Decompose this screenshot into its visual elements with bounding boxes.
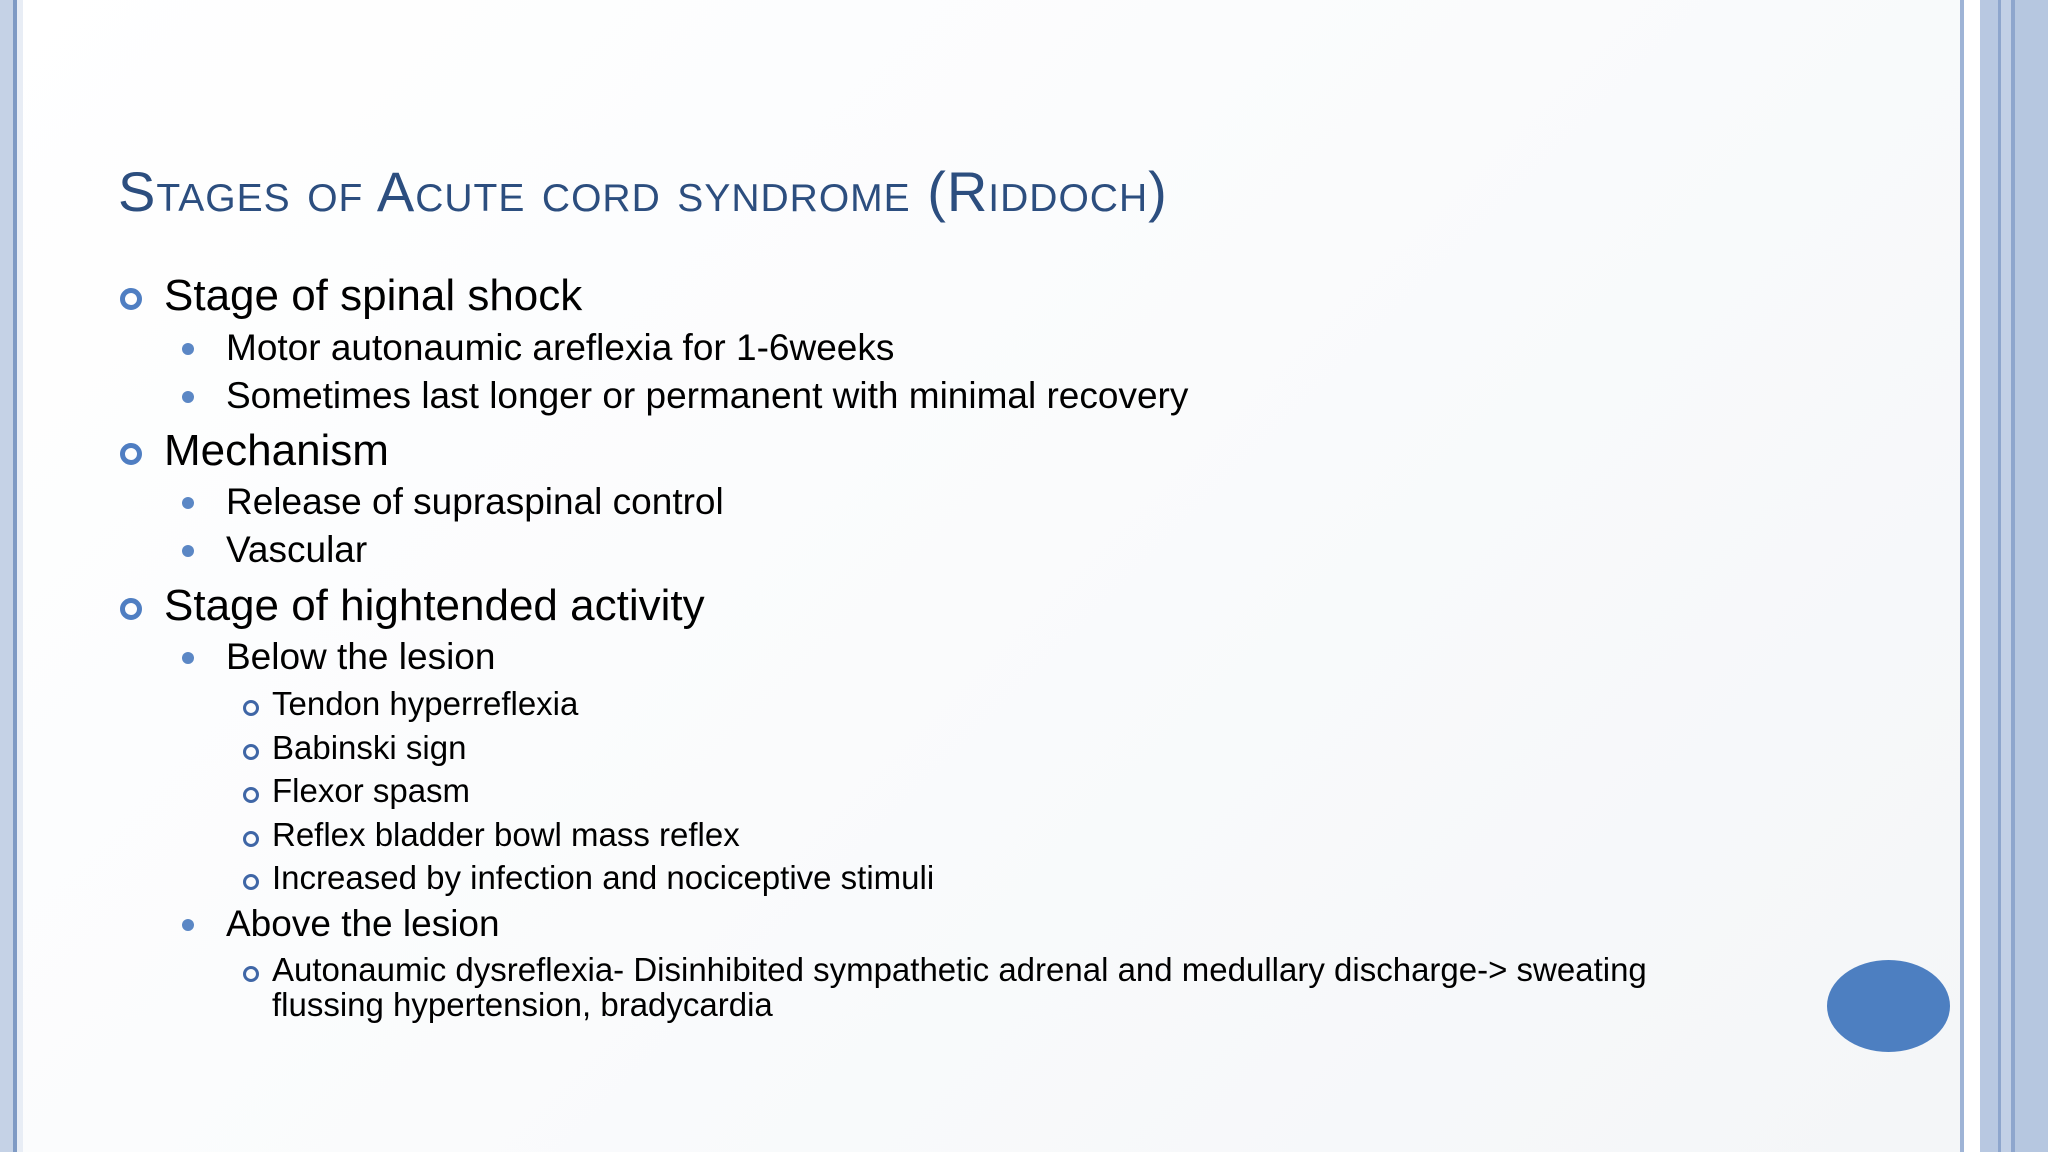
bullet-level3: Tendon hyperreflexia [272, 685, 579, 722]
ring-bullet-icon [120, 598, 142, 620]
ring-bullet-icon [243, 744, 259, 760]
bullet-level2: Motor autonaumic areflexia for 1-6weeks [226, 327, 895, 368]
dot-bullet-icon [182, 497, 194, 509]
bullet-level3: Babinski sign [272, 729, 467, 766]
dot-bullet-icon [182, 545, 194, 557]
ring-bullet-icon [243, 874, 259, 890]
right-border-band [1980, 0, 1998, 1152]
dot-bullet-icon [182, 652, 194, 664]
ring-bullet-icon [243, 787, 259, 803]
bullet-level3: Autonaumic dysreflexia- Disinhibited sympathetic adrenal and medullary discharge-> sweating flussing hypertension, bradycardia [272, 951, 1647, 1023]
bullet-level2: Release of supraspinal control [226, 481, 724, 522]
bullet-level2: Above the lesion [226, 903, 500, 944]
ring-bullet-icon [120, 443, 142, 465]
dot-bullet-icon [182, 343, 194, 355]
bullet-level2: Sometimes last longer or permanent with minimal recovery [226, 375, 1189, 416]
dot-bullet-icon [182, 919, 194, 931]
ring-bullet-icon [120, 288, 142, 310]
dot-bullet-icon [182, 391, 194, 403]
bullet-level3: Increased by infection and nociceptive stimuli [272, 859, 935, 896]
slide-title: Stages of Acute cord syndrome (Riddoch) [118, 160, 1168, 223]
bullet-level3: Reflex bladder bowl mass reflex [272, 816, 740, 853]
bullet-level2: Vascular [226, 529, 368, 570]
bullet-level3: Flexor spasm [272, 772, 471, 809]
bullet-level2: Below the lesion [226, 636, 496, 677]
bullet-level1: Mechanism [164, 426, 389, 475]
bullet-level1: Stage of spinal shock [164, 271, 583, 320]
slide-nav-circle-button[interactable] [1827, 960, 1950, 1052]
ring-bullet-icon [243, 966, 259, 982]
ring-bullet-icon [243, 700, 259, 716]
right-border-band [2001, 0, 2011, 1152]
ring-bullet-icon [243, 831, 259, 847]
bullet-level1: Stage of hightended activity [164, 581, 705, 630]
right-border-band [2015, 0, 2048, 1152]
